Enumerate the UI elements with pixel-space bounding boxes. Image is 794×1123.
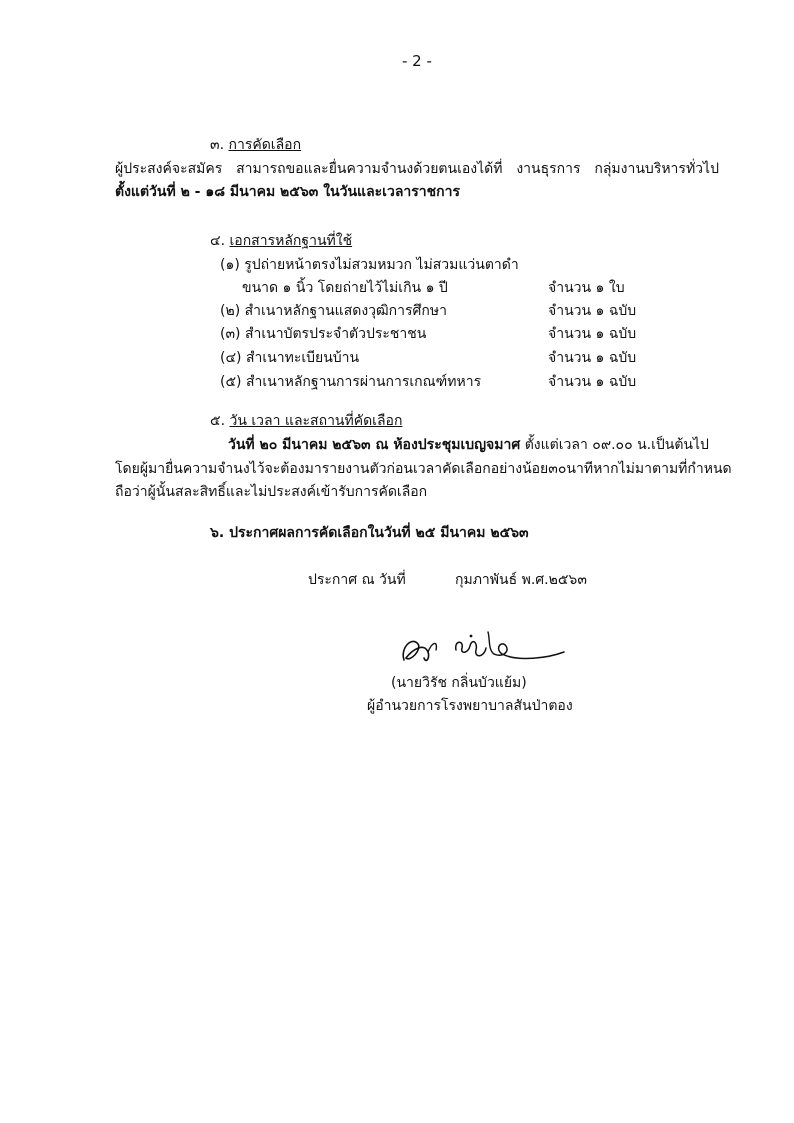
section5-heading: วัน เวลา และสถานที่คัดเลือก [229,413,403,429]
signer-position: ผู้อำนวยการโรงพยาบาลสันป่าตอง [367,698,573,714]
section3-line1-part3: งานธุรการ [516,161,581,177]
document-item-4-qty: จำนวน ๑ ฉบับ [548,350,637,366]
section3-line1-part1: ผู้ประสงค์จะสมัคร [115,161,223,177]
section3-heading-row [210,134,301,156]
section3-line2: ตั้งแต่วันที่ ๒ - ๑๘ มีนาคม ๒๕๖๓ ในวันและเวลาราชการ [115,184,460,200]
section4-heading-row [210,230,352,252]
signature-image [398,628,568,672]
document-item-1-qty: จำนวน ๑ ใบ [548,280,625,296]
document-item-1-label-cont: ขนาด ๑ นิ้ว โดยถ่ายไว้ไม่เกิน ๑ ปี [242,280,448,296]
signer-name: (นายวิรัช กลิ่นบัวแย้ม) [391,675,527,691]
section4-heading: เอกสารหลักฐานที่ใช้ [229,233,353,249]
section5-line2-part2: ๓๐ [548,461,567,477]
section5-number: ๕. [210,413,226,429]
section5-line2 [115,458,732,480]
document-item-3-qty: จำนวน ๑ ฉบับ [548,326,637,342]
section5-line3: ถือว่าผู้นั้นสละสิทธิ์และไม่ประสงค์เข้ารับการคัดเลือก [115,484,428,500]
section5-line1-bold: วันที่ ๒๐ มีนาคม ๒๕๖๓ ณ ห้องประชุมเบญจมาศ [228,437,521,453]
section3-line1-part4: กลุ่มงานบริหารทั่วไป [594,161,719,177]
document-item-1-label: (๑) รูปถ่ายหน้าตรงไม่สวมหมวก ไม่สวมแว่นตาดำ [220,257,519,273]
section5-line2-part4: หากไม่มาตามที่กำหนด [593,461,732,477]
section3-heading: การคัดเลือก [228,137,302,153]
announce-date: กุมภาพันธ์ พ.ศ.๒๕๖๓ [455,572,587,588]
document-item-5-qty: จำนวน ๑ ฉบับ [548,374,637,390]
page-number: - 2 - [402,52,432,70]
section5-line2-part1: โดยผู้มายื่นความจำนงไว้จะต้องมารายงานตัวก่อนเวลาคัดเลือกอย่างน้อย [115,461,549,477]
section3-number: ๓. [210,137,225,153]
section3-line1-part2: สามารถขอและยื่นความจำนงด้วยตนเองได้ที่ [236,161,503,177]
document-item-2-label: (๒) สำเนาหลักฐานแสดงวุฒิการศึกษา [220,303,447,319]
document-item-5-label: (๕) สำเนาหลักฐานการผ่านการเกณฑ์ทหาร [220,374,482,390]
announce-prefix: ประกาศ ณ วันที่ [308,572,406,588]
section6-result-announcement: ๖. ประกาศผลการคัดเลือกในวันที่ ๒๕ มีนาคม ๒๕๖๓ [210,525,529,541]
section5-line2-part3: นาที [566,461,594,477]
section5-line1-rest: ตั้งแต่เวลา ๐๙.๐๐ น.เป็นต้นไป [524,437,709,453]
section3-line1 [115,158,719,180]
section5-heading-row [210,410,402,432]
document-item-4-label: (๔) สำเนาทะเบียนบ้าน [220,350,360,366]
document-item-2-qty: จำนวน ๑ ฉบับ [548,303,637,319]
document-item-3-label: (๓) สำเนาบัตรประจำตัวประชาชน [220,326,427,342]
section5-line1 [228,434,709,456]
section4-number: ๔. [210,233,226,249]
